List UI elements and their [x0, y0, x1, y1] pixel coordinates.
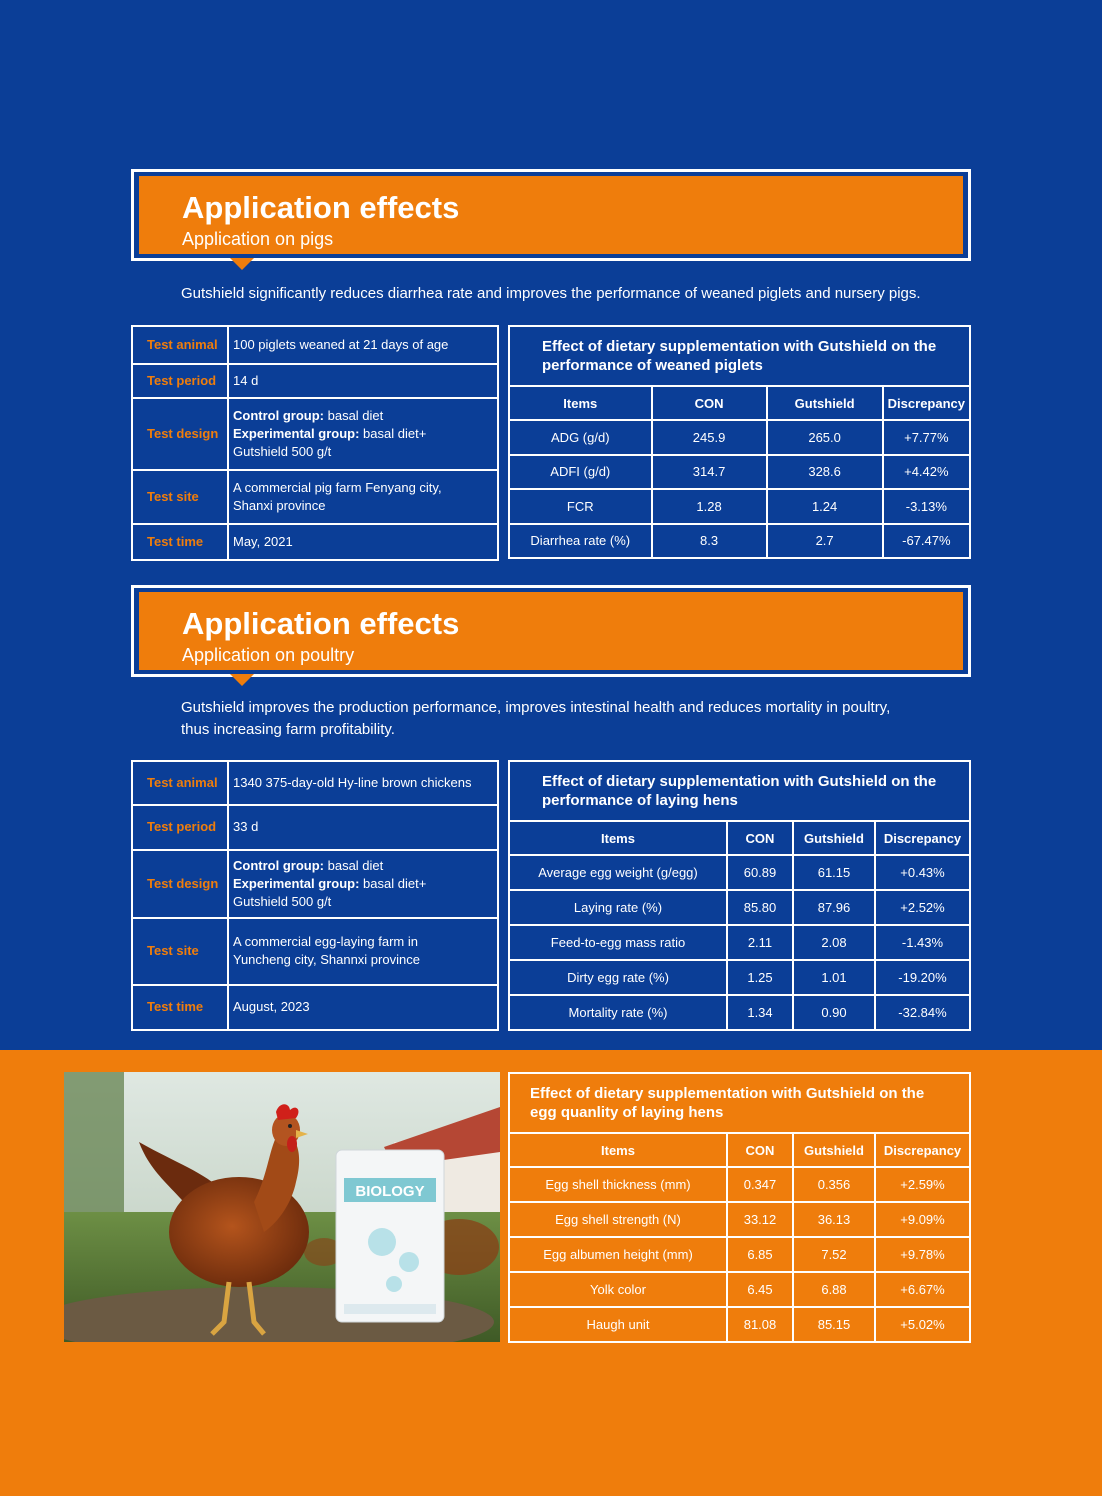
info-label: Test site [132, 918, 228, 984]
intro-line-1: Gutshield improves the production performance, improves intestinal health and reduces mortality in poultry, [181, 699, 891, 716]
cell-item: Average egg weight (g/egg) [509, 855, 727, 890]
caption-line-2: egg quanlity of laying hens [530, 1104, 724, 1121]
cell-gutshield: 2.08 [793, 925, 875, 960]
cell-con: 60.89 [727, 855, 793, 890]
cell-item: Feed-to-egg mass ratio [509, 925, 727, 960]
poultry-intro [181, 697, 981, 741]
table-row [509, 524, 970, 559]
caption-line-1: Effect of dietary supplementation with Gutshield on the [530, 1085, 925, 1102]
hen-product-photo [64, 1072, 500, 1342]
table-caption [509, 1073, 970, 1133]
cell-discrepancy: +5.02% [875, 1307, 970, 1342]
info-value [228, 398, 498, 470]
cell-gutshield: 6.88 [793, 1272, 875, 1307]
table-row [509, 1272, 970, 1307]
header-con: CON [727, 1133, 793, 1167]
cell-con: 314.7 [652, 455, 767, 490]
cell-discrepancy: -1.43% [875, 925, 970, 960]
cell-discrepancy: +2.52% [875, 890, 970, 925]
site-line-1: A commercial egg-laying farm in [233, 934, 418, 950]
poultry-banner [131, 585, 971, 677]
cell-con: 81.08 [727, 1307, 793, 1342]
cell-gutshield: 0.356 [793, 1167, 875, 1202]
info-value: May, 2021 [228, 524, 498, 560]
info-row-design [132, 850, 498, 919]
table-row [509, 1237, 970, 1272]
cell-item: Mortality rate (%) [509, 995, 727, 1030]
site-line-2: Shanxi province [233, 498, 326, 513]
table-row [509, 489, 970, 524]
experimental-group-value-2: Gutshield 500 g/t [233, 444, 332, 459]
control-group-label: Control group: [233, 857, 324, 873]
table-row [509, 455, 970, 490]
pigs-intro: Gutshield significantly reduces diarrhea rate and improves the performance of weaned piglets and nursery pigs. [181, 285, 921, 302]
cell-discrepancy: +6.67% [875, 1272, 970, 1307]
caption-line-2: performance of laying hens [542, 792, 738, 809]
cell-discrepancy: -19.20% [875, 960, 970, 995]
info-value: August, 2023 [228, 985, 498, 1030]
experimental-group-value-2: Gutshield 500 g/t [233, 893, 332, 909]
info-label: Test animal [132, 326, 228, 364]
cell-con: 0.347 [727, 1167, 793, 1202]
pigs-results-table [508, 325, 971, 559]
table-header-row [509, 386, 970, 420]
caption-line-1: Effect of dietary supplementation with Gutshield on the [542, 338, 937, 355]
cell-discrepancy: +7.77% [883, 420, 970, 455]
table-caption-row [509, 1073, 970, 1133]
photo-illustration [64, 1072, 500, 1342]
laying-performance-table [508, 760, 971, 1031]
header-discrepancy: Discrepancy [875, 821, 970, 855]
info-label: Test animal [132, 761, 228, 805]
cell-con: 1.25 [727, 960, 793, 995]
info-label: Test time [132, 985, 228, 1030]
header-discrepancy: Discrepancy [883, 386, 970, 420]
cell-gutshield: 265.0 [767, 420, 883, 455]
info-row-period [132, 805, 498, 849]
table-row [509, 1202, 970, 1237]
cell-item: Dirty egg rate (%) [509, 960, 727, 995]
info-row-site [132, 470, 498, 524]
cell-gutshield: 87.96 [793, 890, 875, 925]
cell-con: 6.45 [727, 1272, 793, 1307]
cell-discrepancy: -32.84% [875, 995, 970, 1030]
info-value [228, 470, 498, 524]
cell-item: Laying rate (%) [509, 890, 727, 925]
info-row-site [132, 918, 498, 984]
control-group-value: basal diet [327, 857, 384, 873]
info-row-time [132, 985, 498, 1030]
cell-item: Yolk color [509, 1272, 727, 1307]
info-row-design [132, 398, 498, 470]
cell-con: 33.12 [727, 1202, 793, 1237]
header-items: Items [509, 821, 727, 855]
table-row [509, 995, 970, 1030]
cell-item: ADG (g/d) [509, 420, 652, 455]
info-label: Test period [132, 364, 228, 398]
cell-gutshield: 36.13 [793, 1202, 875, 1237]
experimental-group-label: Experimental group: [233, 426, 360, 441]
cell-gutshield: 0.90 [793, 995, 875, 1030]
site-line-1: A commercial pig farm Fenyang city, [233, 480, 442, 495]
site-line-2: Yuncheng city, Shannxi province [233, 952, 420, 968]
cell-gutshield: 2.7 [767, 524, 883, 559]
control-group-label: Control group: [233, 408, 324, 423]
info-label: Test site [132, 470, 228, 524]
experimental-group-value: basal diet+ [363, 426, 427, 441]
product-brand: BIOLOGY [355, 1183, 425, 1200]
cell-item: FCR [509, 489, 652, 524]
cell-discrepancy: +2.59% [875, 1167, 970, 1202]
cell-discrepancy: +4.42% [883, 455, 970, 490]
section-subtitle: Application on pigs [182, 229, 334, 249]
table-header-row [509, 821, 970, 855]
header-gutshield: Gutshield [767, 386, 883, 420]
info-value: 14 d [228, 364, 498, 398]
table-row [509, 855, 970, 890]
cell-discrepancy: +9.78% [875, 1237, 970, 1272]
table-header-row [509, 1133, 970, 1167]
info-row-time [132, 524, 498, 560]
section-title: Application effects [182, 190, 460, 225]
cell-item: Diarrhea rate (%) [509, 524, 652, 559]
cell-gutshield: 85.15 [793, 1307, 875, 1342]
cell-item: Egg shell thickness (mm) [509, 1167, 727, 1202]
poultry-trial-info-table [131, 760, 499, 1031]
header-gutshield: Gutshield [793, 1133, 875, 1167]
table-row [509, 1307, 970, 1342]
section-subtitle: Application on poultry [182, 645, 355, 665]
table-row [509, 890, 970, 925]
banner-pointer [230, 258, 254, 270]
header-items: Items [509, 386, 652, 420]
cell-discrepancy: +9.09% [875, 1202, 970, 1237]
table-caption [509, 326, 970, 386]
table-caption-row [509, 326, 970, 386]
header-items: Items [509, 1133, 727, 1167]
egg-quality-table [508, 1072, 971, 1343]
table-row [509, 420, 970, 455]
cell-item: Egg albumen height (mm) [509, 1237, 727, 1272]
intro-line-2: thus increasing farm profitability. [181, 721, 395, 738]
cell-con: 2.11 [727, 925, 793, 960]
info-row-period [132, 364, 498, 398]
info-label: Test design [132, 398, 228, 470]
cell-discrepancy: -3.13% [883, 489, 970, 524]
cell-con: 1.34 [727, 995, 793, 1030]
banner-pointer [230, 674, 254, 686]
control-group-value: basal diet [327, 408, 384, 423]
info-value: 1340 375-day-old Hy-line brown chickens [228, 761, 498, 805]
table-row [509, 960, 970, 995]
cell-item: Egg shell strength (N) [509, 1202, 727, 1237]
header-gutshield: Gutshield [793, 821, 875, 855]
caption-line-1: Effect of dietary supplementation with Gutshield on the [542, 773, 937, 790]
cell-discrepancy: -67.47% [883, 524, 970, 559]
pigs-banner [131, 169, 971, 261]
header-con: CON [652, 386, 767, 420]
section-title: Application effects [182, 606, 460, 641]
cell-item: ADFI (g/d) [509, 455, 652, 490]
table-caption [509, 761, 970, 821]
cell-con: 8.3 [652, 524, 767, 559]
cell-gutshield: 61.15 [793, 855, 875, 890]
table-row [509, 925, 970, 960]
info-label: Test design [132, 850, 228, 919]
table-row [509, 1167, 970, 1202]
experimental-group-label: Experimental group: [233, 875, 360, 891]
info-value [228, 918, 498, 984]
cell-con: 85.80 [727, 890, 793, 925]
info-row-animal [132, 761, 498, 805]
caption-line-2: performance of weaned piglets [542, 357, 763, 374]
info-value [228, 850, 498, 919]
cell-gutshield: 7.52 [793, 1237, 875, 1272]
table-caption-row [509, 761, 970, 821]
header-con: CON [727, 821, 793, 855]
cell-gutshield: 1.24 [767, 489, 883, 524]
cell-con: 1.28 [652, 489, 767, 524]
info-value: 33 d [228, 805, 498, 849]
cell-con: 6.85 [727, 1237, 793, 1272]
product-bag [336, 1150, 444, 1322]
experimental-group-value: basal diet+ [363, 875, 427, 891]
info-label: Test time [132, 524, 228, 560]
info-label: Test period [132, 805, 228, 849]
info-row-animal [132, 326, 498, 364]
cell-item: Haugh unit [509, 1307, 727, 1342]
pigs-trial-info-table [131, 325, 499, 561]
info-value: 100 piglets weaned at 21 days of age [228, 326, 498, 364]
cell-con: 245.9 [652, 420, 767, 455]
cell-gutshield: 328.6 [767, 455, 883, 490]
cell-discrepancy: +0.43% [875, 855, 970, 890]
header-discrepancy: Discrepancy [875, 1133, 970, 1167]
cell-gutshield: 1.01 [793, 960, 875, 995]
